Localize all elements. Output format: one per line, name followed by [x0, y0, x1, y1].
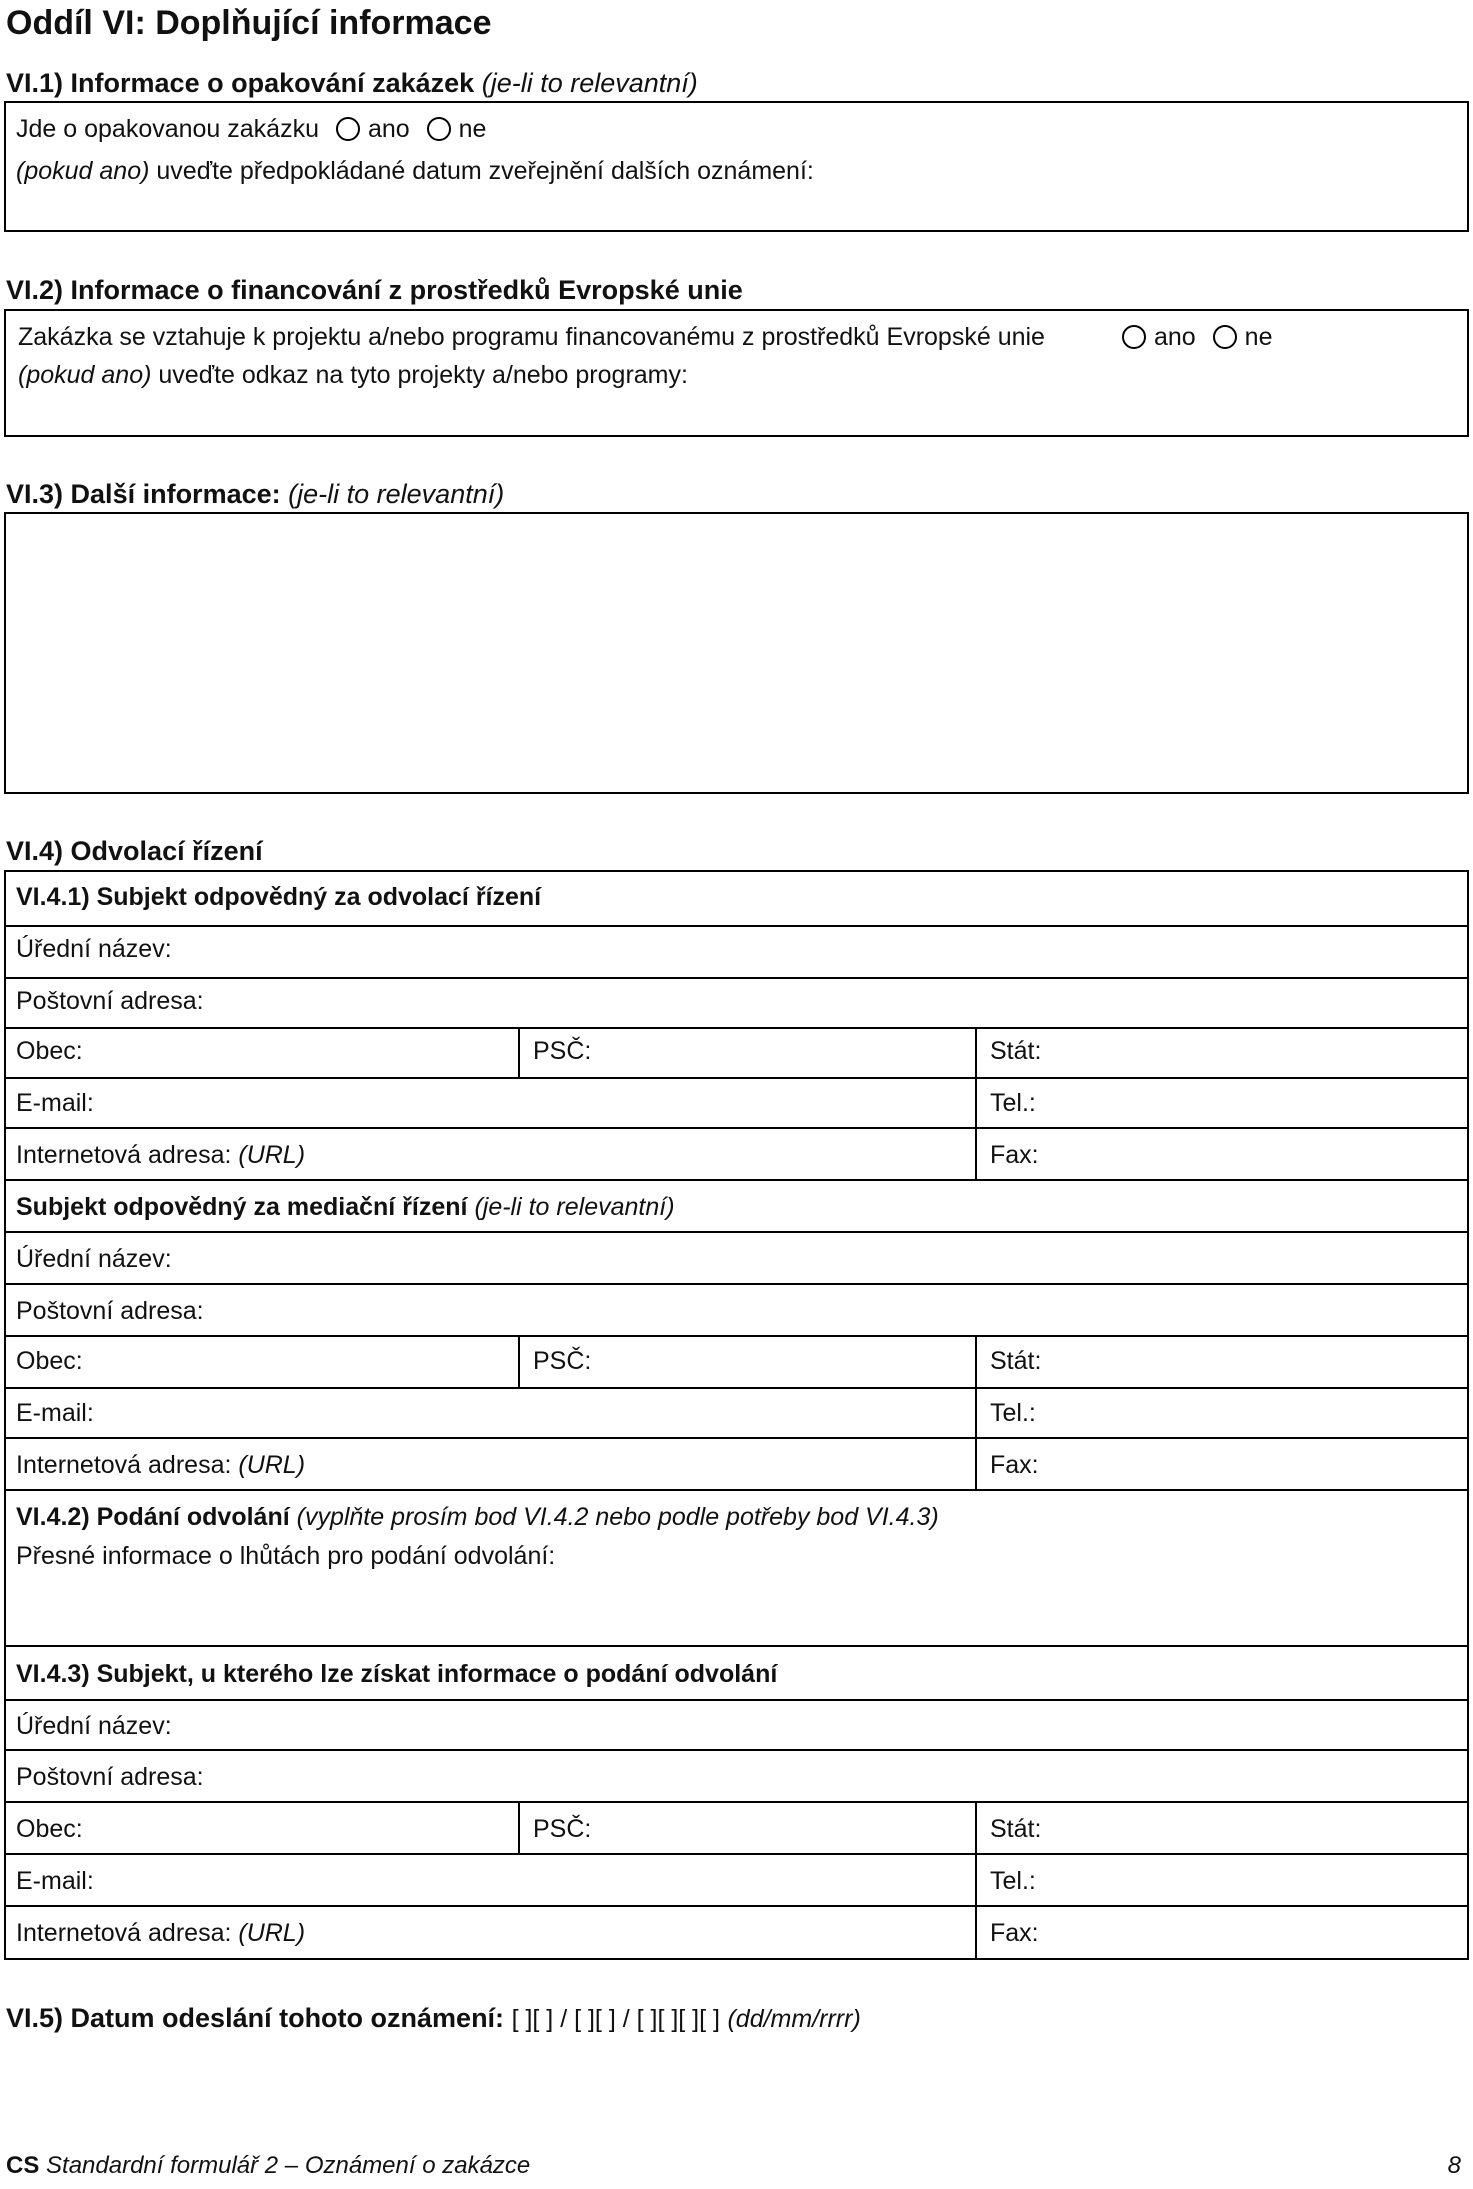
section-vi4-title: Odvolací řízení [70, 836, 263, 866]
section-vi1-heading [6, 70, 698, 97]
repeat-no-radio[interactable] [427, 117, 451, 141]
mediation-title: Subjekt odpovědný za mediační řízení [16, 1193, 468, 1221]
section-vi42-heading [16, 1505, 939, 1530]
mediation-fax-label: Fax: [990, 1451, 1039, 1479]
eu-funding-question-label: Zakázka se vztahuje k projektu a/nebo programu financovanému z prostředků Evropské unie [18, 323, 1045, 351]
section-vi5-title: Datum odeslání tohoto oznámení: [70, 2003, 505, 2033]
divider [4, 1853, 1469, 1855]
section-vi42-note: (vyplňte prosím bod VI.4.2 nebo podle potřeby bod VI.4.3) [296, 1503, 939, 1531]
divider [975, 1335, 977, 1489]
section-vi2-title: Informace o financování z prostředků Evropské unie [70, 275, 743, 305]
review-body-postal-address-label: Poštovní adresa: [16, 987, 204, 1015]
internet-label: Internetová adresa: [16, 1451, 232, 1479]
divider [518, 1335, 520, 1387]
section-vi1-title: Informace o opakování zakázek [70, 68, 475, 98]
review-body-internet-label [16, 1143, 305, 1168]
footer [6, 2154, 530, 2178]
mediation-note: (je-li to relevantní) [474, 1193, 675, 1221]
mediation-heading [16, 1195, 675, 1220]
divider [4, 1077, 1469, 1079]
divider [975, 1801, 977, 1960]
section-vi3-note: (je-li to relevantní) [288, 479, 505, 509]
eu-funding-options [1112, 325, 1272, 350]
divider [4, 1489, 1469, 1491]
section-vi2-num: VI.2) [6, 275, 64, 305]
internet-label: Internetová adresa: [16, 1919, 232, 1947]
section-vi5-heading [6, 2005, 861, 2032]
divider [4, 1387, 1469, 1389]
divider [4, 1335, 1469, 1337]
footer-lang: CS [6, 2152, 40, 2179]
divider [4, 1905, 1469, 1907]
section-vi3-heading [6, 481, 504, 508]
mediation-town-label: Obec: [16, 1347, 83, 1375]
mediation-postal-address-label: Poštovní adresa: [16, 1297, 204, 1325]
mediation-official-name-label: Úřední název: [16, 1245, 172, 1273]
appeal-info-postal-address-label: Poštovní adresa: [16, 1763, 204, 1791]
section-vi43-title: VI.4.3) Subjekt, u kterého lze získat informace o podání odvolání [16, 1660, 778, 1688]
section-vi3-num: VI.3) [6, 479, 64, 509]
section-vi41-title: VI.4.1) Subjekt odpovědný za odvolací řízení [16, 883, 542, 911]
section-vi1-note: (je-li to relevantní) [481, 68, 698, 98]
appeal-info-postcode-label: PSČ: [533, 1815, 592, 1843]
mediation-email-label: E-mail: [16, 1399, 94, 1427]
section-vi4-box [4, 870, 1469, 1960]
appeal-info-internet-label [16, 1921, 305, 1946]
repeat-yes-radio[interactable] [336, 117, 360, 141]
review-body-tel-label: Tel.: [990, 1089, 1036, 1117]
appeal-info-country-label: Stát: [990, 1815, 1042, 1843]
review-body-town-label: Obec: [16, 1037, 83, 1065]
eu-funding-detail-note: (pokud ano) [18, 361, 152, 389]
eu-funding-detail-text: uveďte odkaz na tyto projekty a/nebo programy: [158, 361, 688, 389]
divider [518, 1027, 520, 1079]
eu-funding-no-label: ne [1244, 323, 1273, 351]
repeat-detail [16, 159, 814, 184]
page-title: Oddíl VI: Doplňující informace [6, 4, 492, 42]
mediation-country-label: Stát: [990, 1347, 1042, 1375]
divider [4, 977, 1469, 979]
divider [4, 1231, 1469, 1233]
eu-funding-detail [18, 363, 688, 388]
review-body-country-label: Stát: [990, 1037, 1042, 1065]
section-vi2-heading [6, 277, 743, 304]
eu-funding-question [18, 325, 1045, 350]
divider [518, 1801, 520, 1853]
footer-form: Standardní formulář 2 – Oznámení o zakázce [46, 2152, 531, 2179]
divider [4, 1437, 1469, 1439]
divider [4, 1179, 1469, 1181]
divider [4, 1283, 1469, 1285]
eu-funding-yes-radio[interactable] [1122, 325, 1146, 349]
url-note: (URL) [238, 1451, 306, 1479]
date-fields[interactable]: [ ][ ] / [ ][ ] / [ ][ ][ ][ ] [511, 2005, 720, 2033]
repeat-no-label: ne [458, 115, 487, 143]
divider [4, 925, 1469, 927]
section-vi42-title: VI.4.2) Podání odvolání [16, 1503, 290, 1531]
mediation-internet-label [16, 1453, 305, 1478]
divider [4, 1127, 1469, 1129]
section-vi3-title: Další informace: [70, 479, 281, 509]
divider [4, 1749, 1469, 1751]
divider [4, 1801, 1469, 1803]
page-number: 8 [1447, 2152, 1461, 2179]
url-note: (URL) [238, 1141, 306, 1169]
divider [4, 1027, 1469, 1029]
review-body-official-name-label: Úřední název: [16, 935, 172, 963]
additional-info-box[interactable] [4, 512, 1469, 794]
appeal-info-fax-label: Fax: [990, 1919, 1039, 1947]
repeat-yes-label: ano [367, 115, 410, 143]
mediation-tel-label: Tel.: [990, 1399, 1036, 1427]
section-vi4-heading [6, 838, 263, 865]
review-body-email-label: E-mail: [16, 1089, 94, 1117]
eu-funding-no-radio[interactable] [1213, 325, 1237, 349]
section-vi4-num: VI.4) [6, 836, 64, 866]
divider [4, 1645, 1469, 1647]
repeat-question-label: Jde o opakovanou zakázku [16, 115, 319, 143]
section-vi1-num: VI.1) [6, 68, 64, 98]
internet-label: Internetová adresa: [16, 1141, 232, 1169]
eu-funding-yes-label: ano [1154, 323, 1196, 351]
appeal-info-tel-label: Tel.: [990, 1867, 1036, 1895]
url-note: (URL) [238, 1919, 306, 1947]
date-format: (dd/mm/rrrr) [727, 2005, 861, 2033]
appeal-info-email-label: E-mail: [16, 1867, 94, 1895]
repeat-detail-note: (pokud ano) [16, 157, 150, 185]
appeal-info-town-label: Obec: [16, 1815, 83, 1843]
divider [4, 1699, 1469, 1701]
repeat-detail-text: uveďte předpokládané datum zveřejnění dalších oznámení: [156, 157, 814, 185]
mediation-postcode-label: PSČ: [533, 1347, 592, 1375]
review-body-postcode-label: PSČ: [533, 1037, 592, 1065]
repeat-question [16, 117, 486, 142]
divider [975, 1027, 977, 1181]
review-body-fax-label: Fax: [990, 1141, 1039, 1169]
appeal-info-official-name-label: Úřední název: [16, 1712, 172, 1740]
appeal-deadlines-label: Přesné informace o lhůtách pro podání odvolání: [16, 1542, 556, 1570]
section-vi5-num: VI.5) [6, 2003, 64, 2033]
